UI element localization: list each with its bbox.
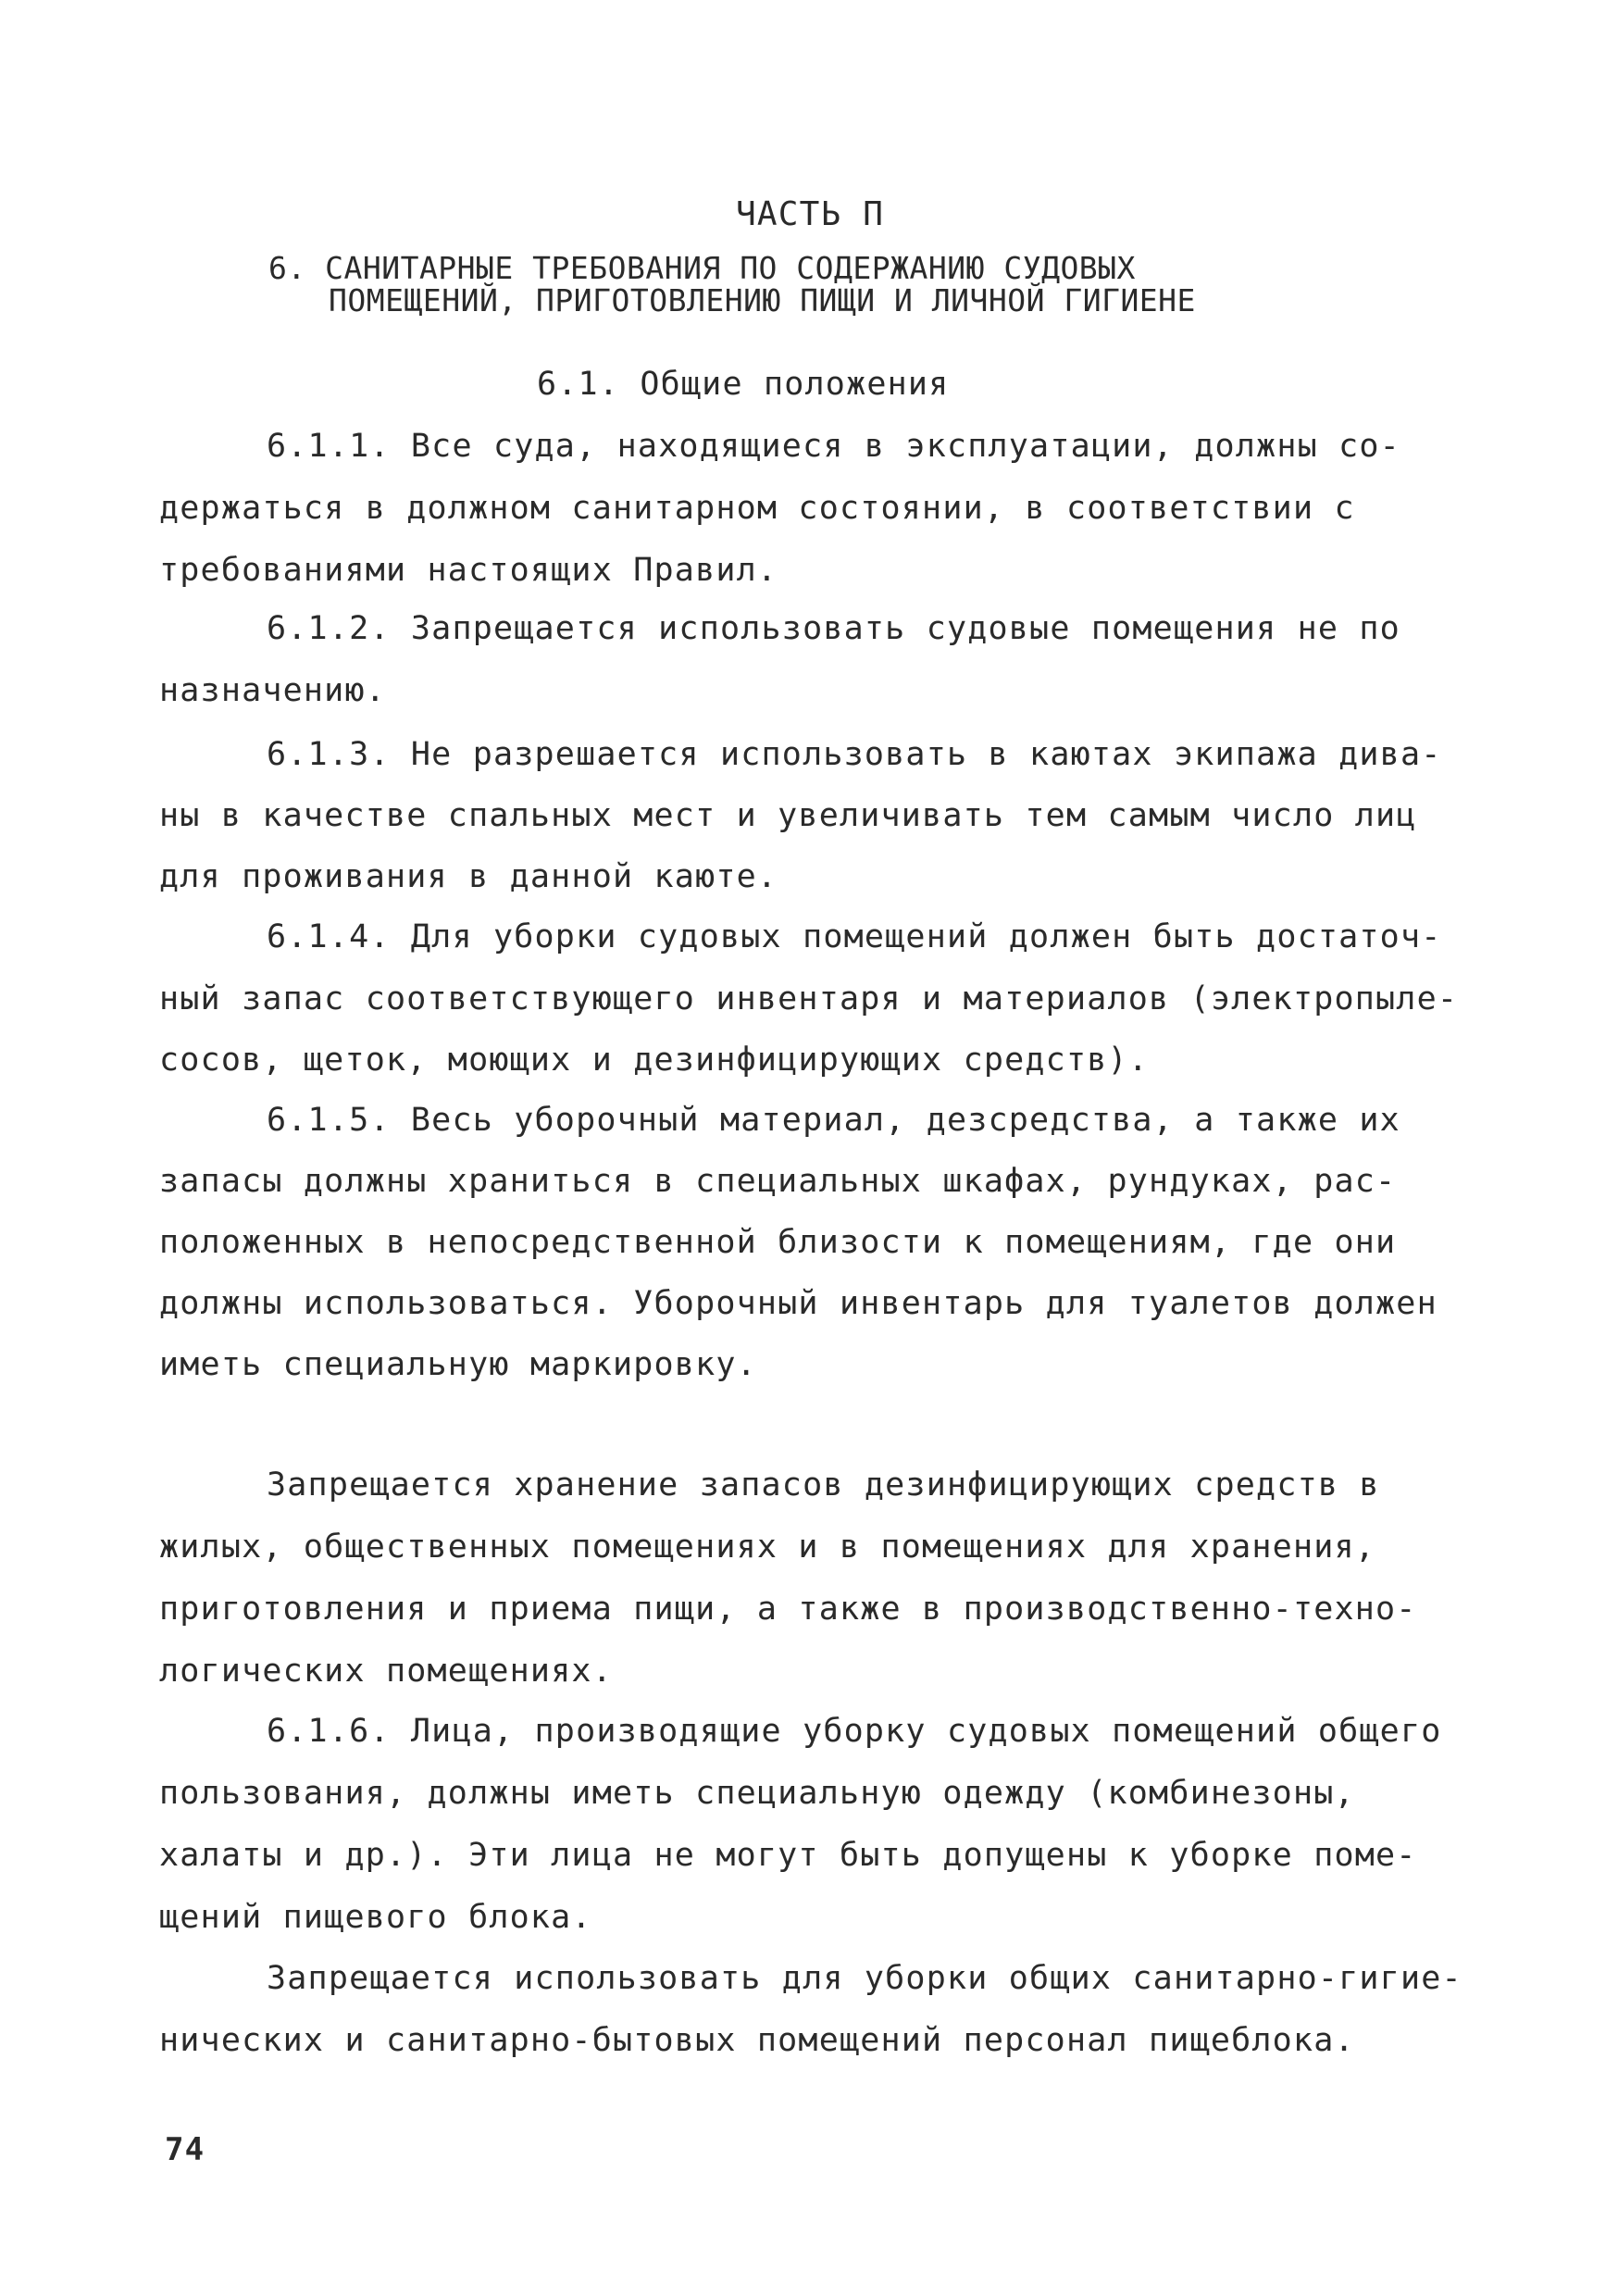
paragraph-6-1-3-line-3: для проживания в данной каюте. <box>159 858 778 895</box>
paragraph-6-1-6-line-2: пользования, должны иметь специальную одежду (комбинезоны, <box>159 1775 1355 1812</box>
paragraph-6-1-5-line-1: 6.1.5. Весь уборочный материал, дезсредства, а также их <box>267 1102 1400 1139</box>
paragraph-6-1-5-line-2: запасы должны храниться в специальных шкафах, рундуках, рас- <box>159 1163 1397 1200</box>
page-number: 74 <box>165 2131 205 2168</box>
paragraph-staff-line-1: Запрещается использовать для уборки общих санитарно-гигие- <box>267 1960 1462 1997</box>
paragraph-6-1-6-line-4: щений пищевого блока. <box>159 1899 592 1936</box>
section-heading-line-2: ПОМЕЩЕНИЙ, ПРИГОТОВЛЕНИЮ ПИЩИ И ЛИЧНОЙ ГИГИЕНЕ <box>329 282 1196 318</box>
paragraph-6-1-2-line-1: 6.1.2. Запрещается использовать судовые помещения не по <box>267 610 1400 647</box>
paragraph-6-1-4-line-1: 6.1.4. Для уборки судовых помещений должен быть достаточ- <box>267 918 1442 955</box>
paragraph-storage-line-4: логических помещениях. <box>159 1653 613 1690</box>
part-title: ЧАСТЬ П <box>736 195 885 233</box>
paragraph-6-1-1-line-3: требованиями настоящих Правил. <box>159 552 778 589</box>
paragraph-6-1-4-line-3: сосов, щеток, моющих и дезинфицирующих средств). <box>159 1042 1150 1079</box>
paragraph-6-1-5-line-4: должны использоваться. Уборочный инвентарь для туалетов должен <box>159 1285 1438 1322</box>
paragraph-6-1-6-line-1: 6.1.6. Лица, производящие уборку судовых помещений общего <box>267 1713 1442 1750</box>
paragraph-6-1-5-line-3: положенных в непосредственной близости к помещениям, где они <box>159 1224 1397 1261</box>
paragraph-6-1-5-line-5: иметь специальную маркировку. <box>159 1346 757 1383</box>
paragraph-storage-line-1: Запрещается хранение запасов дезинфицирующих средств в <box>267 1466 1380 1504</box>
paragraph-storage-line-2: жилых, общественных помещениях и в помещениях для хранения, <box>159 1529 1376 1566</box>
subsection-heading: 6.1. Общие положения <box>537 366 950 403</box>
paragraph-6-1-1-line-1: 6.1.1. Все суда, находящиеся в эксплуатации, должны со- <box>267 428 1400 465</box>
paragraph-6-1-4-line-2: ный запас соответствующего инвентаря и материалов (электропыле- <box>159 980 1459 1017</box>
paragraph-6-1-2-line-2: назначению. <box>159 672 386 709</box>
section-heading-line-1: 6. САНИТАРНЫЕ ТРЕБОВАНИЯ ПО СОДЕРЖАНИЮ СУДОВЫХ <box>268 250 1136 286</box>
paragraph-6-1-6-line-3: халаты и др.). Эти лица не могут быть допущены к уборке поме- <box>159 1837 1417 1874</box>
paragraph-6-1-1-line-2: держаться в должном санитарном состоянии, в соответствии с <box>159 490 1355 527</box>
paragraph-6-1-3-line-2: ны в качестве спальных мест и увеличивать тем самым число лиц <box>159 797 1417 834</box>
paragraph-6-1-3-line-1: 6.1.3. Не разрешается использовать в каютах экипажа дива- <box>267 736 1442 773</box>
paragraph-storage-line-3: приготовления и приема пищи, а также в производственно-техно- <box>159 1591 1417 1628</box>
paragraph-staff-line-2: нических и санитарно-бытовых помещений персонал пищеблока. <box>159 2022 1355 2059</box>
